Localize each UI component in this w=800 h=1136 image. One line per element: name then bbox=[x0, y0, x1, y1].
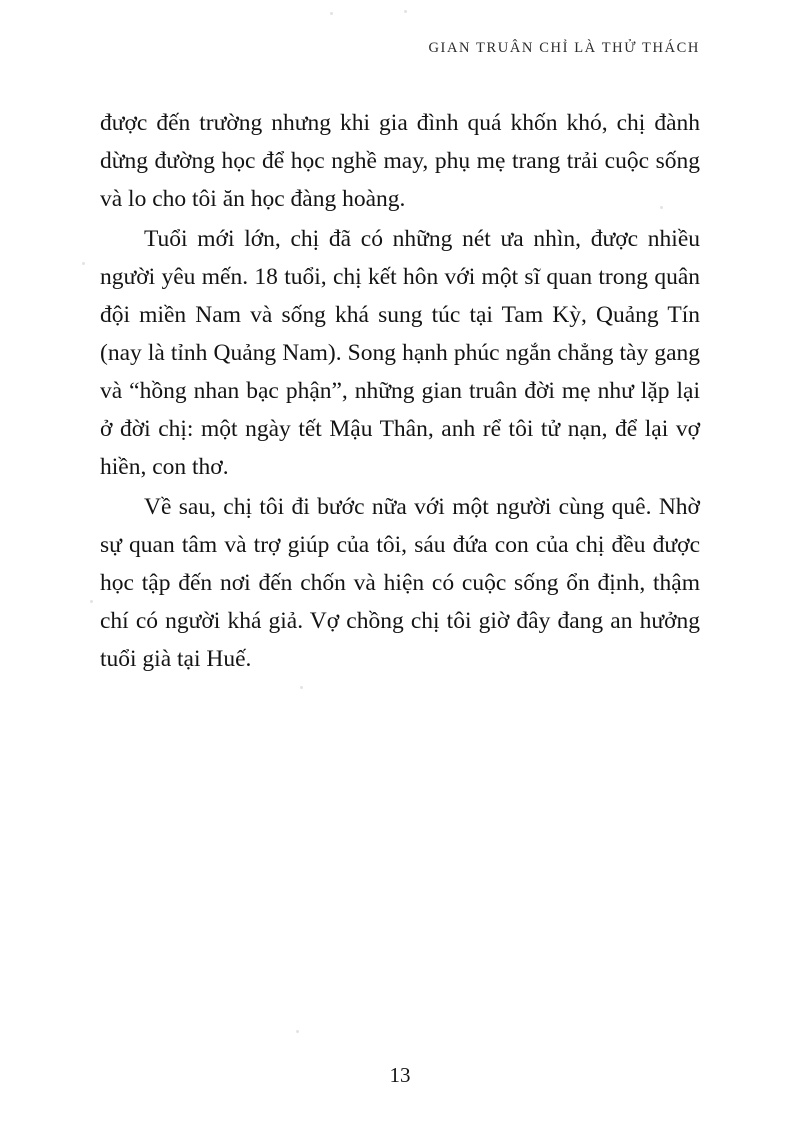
scan-speckle bbox=[330, 12, 333, 15]
scan-speckle bbox=[404, 10, 407, 13]
scan-speckle bbox=[82, 262, 85, 265]
scan-speckle bbox=[90, 600, 93, 603]
body-text bbox=[100, 104, 700, 680]
scan-speckle bbox=[296, 1030, 299, 1033]
paragraph: Tuổi mới lớn, chị đã có những nét ưa nhìn, được nhiều người yêu mến. 18 tuổi, chị kết hôn với một sĩ quan trong quân đội miền Nam và sống khá sung túc tại Tam Kỳ, Quảng Tín (nay là tỉnh Quảng Nam). Song hạnh phúc ngắn chẳng tày gang và “hồng nhan bạc phận”, những gian truân đời mẹ như lặp lại ở đời chị: một ngày tết Mậu Thân, anh rể tôi tử nạn, để lại vợ hiền, con thơ. bbox=[100, 226, 700, 480]
paragraph: Về sau, chị tôi đi bước nữa với một người cùng quê. Nhờ sự quan tâm và trợ giúp của tôi, sáu đứa con của chị đều được học tập đến nơi đến chốn và hiện có cuộc sống ổn định, thậm chí có người khá giả. Vợ chồng chị tôi giờ đây đang an hưởng tuổi già tại Huế. bbox=[100, 494, 700, 672]
running-head: GIAN TRUÂN CHỈ LÀ THỬ THÁCH bbox=[428, 40, 700, 56]
page-number: 13 bbox=[389, 1063, 411, 1087]
scan-speckle bbox=[300, 686, 303, 689]
paragraph: được đến trường nhưng khi gia đình quá khốn khó, chị đành dừng đường học để học nghề may, phụ mẹ trang trải cuộc sống và lo cho tôi ăn học đàng hoàng. bbox=[100, 110, 700, 212]
